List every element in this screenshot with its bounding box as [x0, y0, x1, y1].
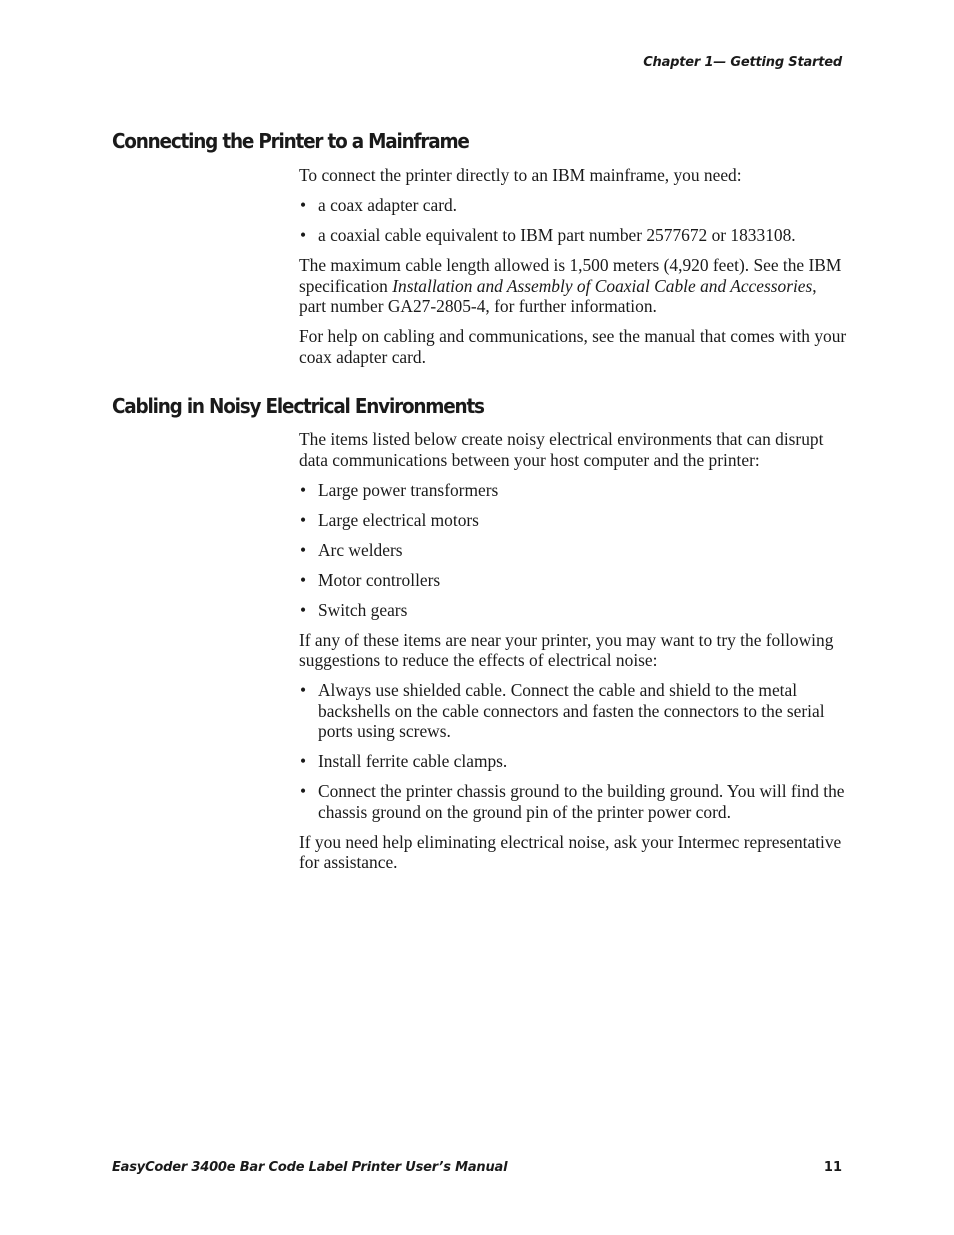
- list-item: • Arc welders: [299, 540, 847, 561]
- cable-length-text-end: , part number GA27-2805-4, for further information.: [299, 275, 817, 316]
- list-item: • Large power transformers: [299, 480, 847, 501]
- ibm-spec-title: Installation and Assembly of Coaxial Cable and Accessories: [392, 275, 813, 296]
- list-item: • Install ferrite cable clamps.: [299, 751, 847, 772]
- section-body-mainframe: [299, 165, 847, 377]
- section-heading-noisy-environments: Cabling in Noisy Electrical Environments: [112, 394, 484, 418]
- suggestions-intro: If any of these items are near your printer, you may want to try the following suggestions to reduce the effects of electrical noise:: [299, 629, 834, 670]
- cabling-help-paragraph: For help on cabling and communications, see the manual that comes with your coax adapter card.: [299, 326, 847, 367]
- noise-sources-list: [299, 480, 847, 621]
- list-item: • Large electrical motors: [299, 510, 847, 531]
- running-head: Chapter 1— Getting Started: [643, 55, 842, 70]
- cable-length-paragraph: [299, 255, 847, 317]
- mainframe-requirements-list: [299, 195, 847, 246]
- list-item: • a coax adapter card.: [299, 195, 847, 216]
- list-item: • a coaxial cable equivalent to IBM part number 2577672 or 1833108.: [299, 225, 847, 246]
- section-body-noisy-environments: [299, 429, 847, 882]
- cable-length-text: The maximum cable length allowed is 1,500 meters (4,920 feet). See the IBM specification: [299, 255, 842, 296]
- noise-intro: The items listed below create noisy electrical environments that can disrupt data communications between your host computer and the printer:: [299, 429, 824, 470]
- mainframe-intro: To connect the printer directly to an IBM mainframe, you need:: [299, 165, 742, 185]
- closing-paragraph: If you need help eliminating electrical noise, ask your Intermec representative for assistance.: [299, 831, 842, 872]
- list-item: • Always use shielded cable. Connect the cable and shield to the metal backshells on the cable connectors and fasten the connectors to the serial ports using screws.: [299, 680, 847, 742]
- list-item: • Connect the printer chassis ground to the building ground. You will find the chassis ground on the ground pin of the printer power cord.: [299, 781, 847, 822]
- page-number: 11: [823, 1160, 842, 1175]
- footer-manual-title: EasyCoder 3400e Bar Code Label Printer User’s Manual: [112, 1160, 508, 1175]
- list-item: • Motor controllers: [299, 570, 847, 591]
- list-item: • Switch gears: [299, 600, 847, 621]
- suggestions-list: [299, 680, 847, 822]
- section-heading-mainframe: Connecting the Printer to a Mainframe: [112, 129, 469, 153]
